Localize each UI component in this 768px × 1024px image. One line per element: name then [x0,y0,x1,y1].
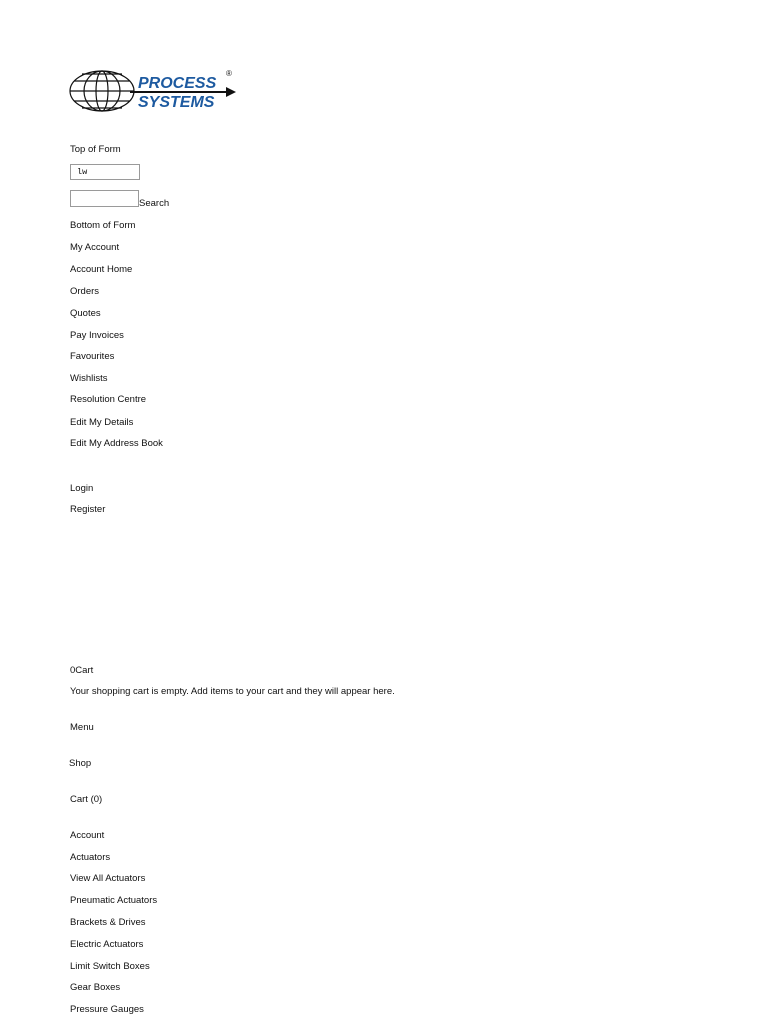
account-home-link[interactable]: Account Home [70,264,133,275]
edit-address-book-link[interactable]: Edit My Address Book [70,438,163,449]
wishlists-link[interactable]: Wishlists [70,373,108,384]
hidden-form-field[interactable] [70,164,140,180]
account-link[interactable]: Account [70,830,105,841]
cart-label: Cart [75,665,94,676]
registered-mark: ® [226,69,232,78]
brand-name-line2: SYSTEMS [138,94,215,111]
gear-boxes-link[interactable]: Gear Boxes [70,982,121,993]
login-link[interactable]: Login [70,483,94,494]
electric-actuators-link[interactable]: Electric Actuators [70,939,144,950]
bottom-of-form-label: Bottom of Form [70,220,136,231]
globe-icon [70,71,134,111]
pneumatic-actuators-link[interactable]: Pneumatic Actuators [70,895,158,906]
process-systems-logo[interactable] [68,66,238,116]
actuators-category[interactable]: Actuators [70,852,111,863]
top-of-form-label: Top of Form [70,144,121,155]
cart-count: 0 [70,665,76,676]
cart-link[interactable]: Cart (0) [70,794,103,805]
search-input[interactable] [70,190,139,207]
mini-cart-link[interactable] [70,665,93,677]
resolution-centre-link[interactable]: Resolution Centre [70,394,147,405]
register-link[interactable]: Register [70,504,106,515]
pressure-gauges-link[interactable]: Pressure Gauges [70,1004,144,1015]
limit-switch-boxes-link[interactable]: Limit Switch Boxes [70,961,150,972]
brand-name-line1: PROCESS [138,75,217,92]
my-account-heading: My Account [70,242,120,253]
orders-link[interactable]: Orders [70,286,100,297]
search-button[interactable]: Search [139,198,170,209]
brackets-drives-link[interactable]: Brackets & Drives [70,917,146,928]
view-all-actuators-link[interactable]: View All Actuators [70,873,146,884]
cart-empty-message: Your shopping cart is empty. Add items to your cart and they will appear here. [70,686,395,697]
pay-invoices-link[interactable]: Pay Invoices [70,330,124,341]
shop-link[interactable]: Shop [69,758,92,769]
menu-link[interactable]: Menu [70,722,94,733]
favourites-link[interactable]: Favourites [70,351,115,362]
edit-my-details-link[interactable]: Edit My Details [70,417,134,428]
quotes-link[interactable]: Quotes [70,308,101,319]
